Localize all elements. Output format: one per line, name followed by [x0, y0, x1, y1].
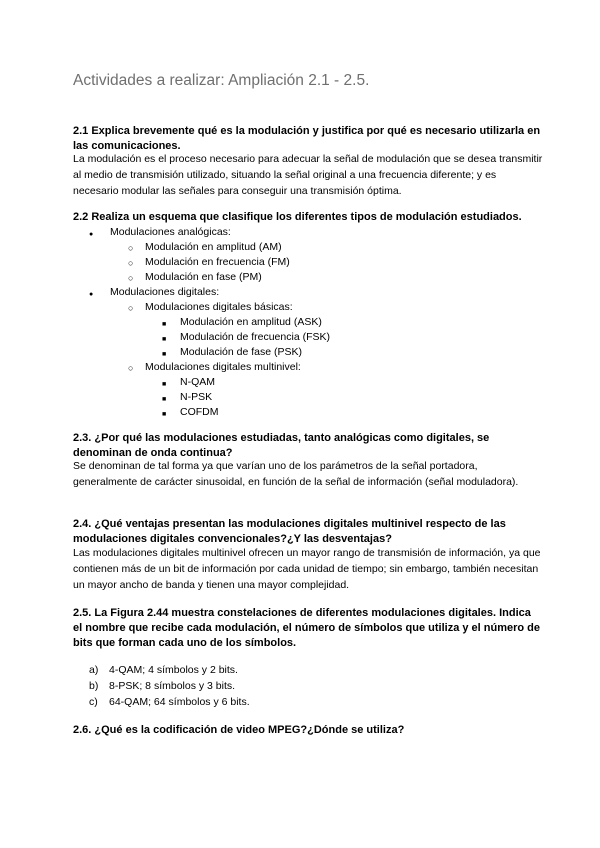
list-item-psk: Modulación de fase (PSK) [180, 346, 302, 358]
question-2-2: 2.2 Realiza un esquema que clasifique los diferentes tipos de modulación estudiados. [73, 211, 522, 223]
question-2-5: 2.5. La Figura 2.44 muestra constelaciones de diferentes modulaciones digitales. Indica el nombre que recibe cada modulación, el número de símbolos que utiliza y el número de bits que forman cada uno de los símbolos. [73, 607, 540, 649]
list-item-nqam: N-QAM [180, 376, 215, 388]
list-item-am: Modulación en amplitud (AM) [145, 241, 282, 253]
list-item-ask: Modulación en amplitud (ASK) [180, 316, 322, 328]
bullet-icon [162, 331, 166, 347]
list-item-fsk: Modulación de frecuencia (FSK) [180, 331, 330, 343]
answer-2-3: Se denominan de tal forma ya que varían uno de los parámetros de la señal portadora, generalmente de carácter sinusoidal, en función de la señal de información (señal moduladora). [73, 460, 519, 488]
list-item-b: 8-PSK; 8 símbolos y 3 bits. [109, 680, 236, 692]
bullet-icon [128, 271, 133, 286]
question-2-1: 2.1 Explica brevemente qué es la modulación y justifica por qué es necesario utilizarla en las comunicaciones. [73, 125, 541, 152]
bullet-icon [128, 241, 133, 256]
page-title: Actividades a realizar: Ampliación 2.1 - 2.5. [73, 72, 370, 89]
answer-2-4: Las modulaciones digitales multinivel ofrecen un mayor rango de transmisión de información, ya que contienen más de un bit de información por cada unidad de tiempo; sin embargo, también necesitan un mayor ancho de banda y tienen una mayor complejidad. [73, 547, 541, 591]
list-item-analog: Modulaciones analógicas: [110, 226, 231, 238]
bullet-icon [128, 256, 133, 271]
list-marker: c) [89, 696, 98, 708]
bullet-icon [128, 301, 133, 316]
list-item-basic: Modulaciones digitales básicas: [145, 301, 293, 313]
bullet-icon [128, 361, 133, 376]
bullet-icon [162, 391, 166, 407]
list-marker: a) [89, 664, 99, 676]
list-item-digital: Modulaciones digitales: [110, 286, 220, 298]
answer-2-1: La modulación es el proceso necesario para adecuar la señal de modulación que se desea transmitir al medio de transmisión utilizado, situando la señal original a una frecuencia diferente; y es necesario modular las señales para conseguir una transmisión óptima. [73, 153, 543, 197]
question-2-4: 2.4. ¿Qué ventajas presentan las modulaciones digitales multinivel respecto de las modulaciones digitales convencionales?¿Y las desventajas? [73, 518, 506, 545]
list-item-cofdm: COFDM [180, 406, 219, 418]
bullet-icon [162, 316, 166, 332]
list-item-npsk: N-PSK [180, 391, 213, 403]
bullet-icon [89, 226, 93, 242]
question-2-6: 2.6. ¿Qué es la codificación de video MPEG?¿Dónde se utiliza? [73, 724, 405, 736]
list-item-pm: Modulación en fase (PM) [145, 271, 262, 283]
list-item-multilevel: Modulaciones digitales multinivel: [145, 361, 301, 373]
bullet-icon [162, 376, 166, 392]
list-item-a: 4-QAM; 4 símbolos y 2 bits. [109, 664, 238, 676]
bullet-icon [162, 406, 166, 422]
question-2-3: 2.3. ¿Por qué las modulaciones estudiadas, tanto analógicas como digitales, se denominan de onda continua? [73, 432, 490, 459]
list-marker: b) [89, 680, 99, 692]
list-item-c: 64-QAM; 64 símbolos y 6 bits. [109, 696, 250, 708]
list-item-fm: Modulación en frecuencia (FM) [145, 256, 290, 268]
bullet-icon [89, 286, 93, 302]
